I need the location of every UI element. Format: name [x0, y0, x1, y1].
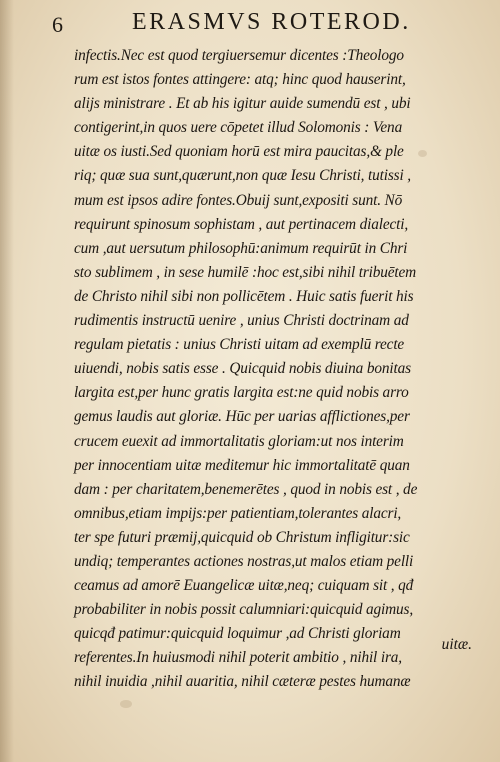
text-line: ter spe futuri præmij,quicquid ob Christum infligitur:sic: [74, 528, 410, 546]
text-line: contigerint,in quos uere cōpetet illud Solomonis : Vena: [74, 119, 403, 137]
text-line: nihil inuidia ,nihil auaritia, nihil cæteræ pestes humanæ: [74, 673, 411, 691]
text-line: regulam pietatis : unius Christi uitam ad exemplū recte: [74, 336, 405, 354]
folio-number: 6: [52, 12, 63, 37]
text-line: gemus laudis aut gloriæ. Hūc per uarias afflictiones,per: [74, 408, 410, 426]
catchword: uitæ.: [441, 636, 472, 653]
text-line: uiuendi, nobis satis esse . Quicquid nobis diuina bonitas: [74, 360, 411, 378]
text-line: quicqđ patimur:quicquid loquimur ,ad Christi gloriam: [74, 625, 401, 643]
running-head: ERASMVS ROTEROD.: [132, 9, 411, 35]
text-line: sto sublimem , in sese humilē :hoc est,sibi nihil tribuētem: [74, 263, 417, 281]
text-line: alijs ministrare . Et ab his igitur auide sumendū est , ubi: [74, 95, 411, 113]
text-line: cum ,aut uersutum philosophū:animum requirūt in Chri: [74, 239, 408, 257]
text-line: uitæ os iusti.Sed quoniam horū est mira paucitas,& ple: [74, 143, 404, 161]
text-line: dam : per charitatem,benemerētes , quod in nobis est , de: [74, 480, 418, 498]
body-text: [74, 44, 484, 695]
text-line: riq; quæ sua sunt,quærunt,non quæ Iesu Christi, tutissi ,: [74, 167, 411, 185]
text-line: probabiliter in nobis possit calumniari:quicquid agimus,: [74, 601, 414, 619]
text-line: ceamus ad amorē Euangelicæ uitæ,neq; cuiquam sit , qđ: [74, 577, 414, 595]
text-line: per innocentiam uitæ meditemur hic immortalitatē quan: [74, 456, 410, 474]
page-header: [0, 6, 500, 40]
text-line: omnibus,etiam impijs:per patientiam,tolerantes alacri,: [74, 504, 402, 522]
text-line: largita est,per hunc gratis largita est:ne quid nobis arro: [74, 384, 409, 402]
text-line: rum est istos fontes attingere: atq; hinc quod hauserint,: [74, 71, 406, 89]
text-line: requirunt spinosum sophistam , aut pertinacem dialecti,: [74, 215, 409, 233]
text-line: mum est ipsos adire fontes.Obuij sunt,expositi sunt. Nō: [74, 191, 403, 209]
text-line: infectis.Nec est quod tergiuersemur dicentes :Theologo: [74, 47, 404, 64]
paper-stain: [120, 700, 132, 708]
text-line: de Christo nihil sibi non pollicētem . Huic satis fuerit his: [74, 287, 414, 305]
text-line: crucem euexit ad immortalitatis gloriam:ut nos interim: [74, 432, 404, 450]
text-line: rudimentis instructū uenire , unius Christi doctrinam ad: [74, 312, 409, 330]
text-line: undiq; temperantes actiones nostras,ut malos etiam pelli: [74, 552, 414, 570]
text-line: referentes.In huiusmodi nihil poterit ambitio , nihil ira,: [74, 649, 402, 667]
